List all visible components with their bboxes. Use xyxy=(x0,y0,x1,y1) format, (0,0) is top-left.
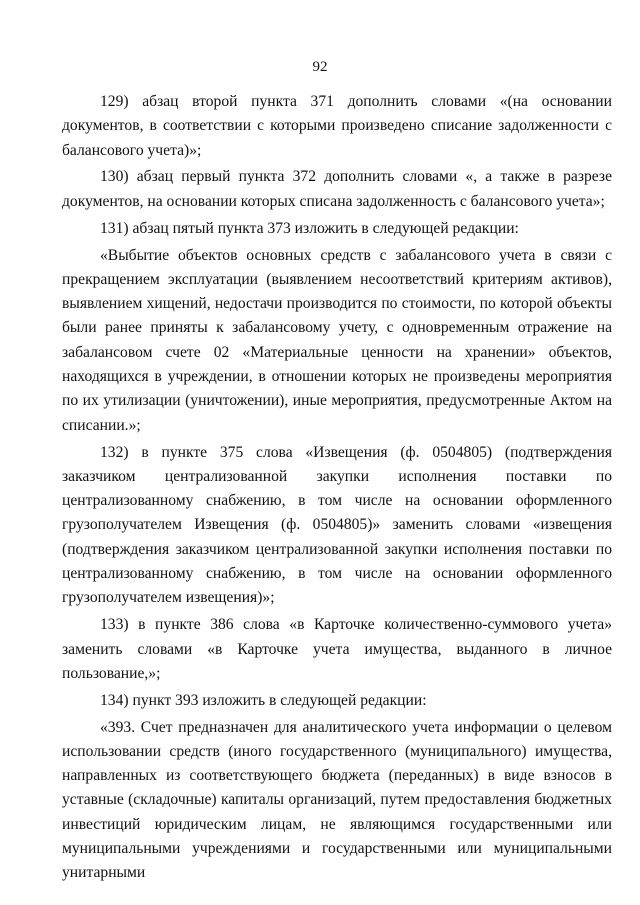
paragraph-133: 133) в пункте 386 слова «в Карточке количественно-суммового учета» заменить словами «в Карточке учета имущества, выданного в личное пользование,»; xyxy=(62,616,612,682)
paragraph-134: 134) пункт 393 изложить в следующей редакции: xyxy=(100,691,427,709)
paragraph-131: 131) абзац пятый пункта 373 изложить в следующей редакции: xyxy=(100,219,519,237)
paragraph-134-quote: «393. Счет предназначен для аналитического учета информации о целевом использовании средств (иного государственного (муниципального) имущества, направленных из соответствующего бюджета (переданных) в виде взносов в уставные (складочные) капиталы организаций, путем предоставления бюджетных инвестиций юридическим лицам, не являющимся государственными или муниципальными учреждениями и государственными или муниципальными унитарными xyxy=(62,718,612,882)
paragraph-129: 129) абзац второй пункта 371 дополнить словами «(на основании документов, в соответствии с которыми произведено списание задолженности с балансового учета)»; xyxy=(62,93,612,159)
paragraph-130: 130) абзац первый пункта 372 дополнить словами «, а также в разрезе документов, на основании которых списана задолженность с балансового учета»; xyxy=(62,168,612,210)
paragraph-131-quote: «Выбытие объектов основных средств с забалансового учета в связи с прекращением эксплуатации (выявлением несоответствий критериям активов), выявлением хищений, недостачи производится по стоимости, по которой объекты были ранее приняты к забалансовому учету, с одновременным отражение на забалансовом счете 02 «Материальные ценности на хранении» объектов, находящихся в учреждении, в отношении которых не произведены мероприятия по их утилизации (уничтожении), иные мероприятия, предусмотренные Актом на списании.»; xyxy=(62,246,612,434)
paragraph-132: 132) в пункте 375 слова «Извещения (ф. 0504805) (подтверждения заказчиком централизованной закупки исполнения поставки по централизованному снабжению, в том числе на основании оформленного грузополучателем Извещения (ф. 0504805)» заменить словами «извещения (подтверждения заказчиком централизованной закупки исполнения поставки по централизованному снабжению, в том числе на основании оформленного грузополучателем извещения)»; xyxy=(62,443,612,607)
page-number: 92 xyxy=(312,59,328,75)
document-body xyxy=(62,90,612,888)
